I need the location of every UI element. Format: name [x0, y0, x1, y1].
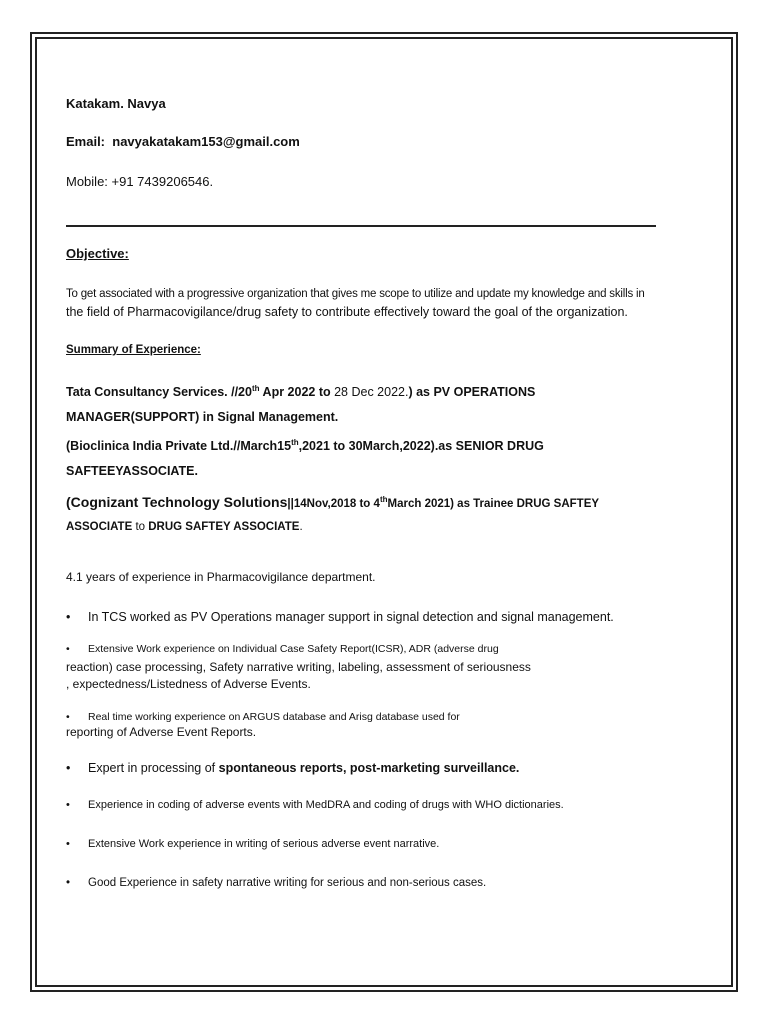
experience-tcs-line-2: MANAGER(SUPPORT) in Signal Management. [66, 410, 339, 424]
bullet-icon: • [66, 643, 70, 655]
list-item-text: In TCS worked as PV Operations manager support in signal detection and signal management. [88, 610, 614, 624]
list-item-text: Real time working experience on ARGUS database and Arisg database used for [88, 711, 460, 723]
header-divider [66, 225, 656, 227]
objective-text-line-2: the field of Pharmacovigilance/drug safety to contribute effectively toward the goal of the organization. [66, 305, 628, 319]
list-item [66, 761, 519, 775]
exp3-sup: th [379, 494, 388, 504]
exp2-sup: th [291, 437, 299, 447]
list-item-continuation: , expectedness/Listedness of Adverse Events. [66, 677, 311, 691]
exp1-part: Tata Consultancy Services. //20 [66, 385, 252, 399]
mobile-line: Mobile: +91 7439206546. [66, 174, 214, 189]
list-item [66, 877, 486, 889]
experience-cognizant-line-1 [66, 494, 599, 510]
objective-text-line-1: To get associated with a progressive organization that gives me scope to utilize and update my knowledge and skills in [66, 288, 645, 300]
exp3-part: ||14Nov,2018 to 4 [287, 498, 380, 510]
years-of-experience: 4.1 years of experience in Pharmacovigilance department. [66, 570, 376, 584]
bullet-icon: • [66, 877, 71, 889]
list-item-text: Experience in coding of adverse events with MedDRA and coding of drugs with WHO dictionaries. [88, 799, 564, 811]
bullet-icon: • [66, 838, 70, 850]
summary-heading: Summary of Experience: [66, 344, 201, 356]
exp3-part: DRUG SAFTEY ASSOCIATE [148, 521, 300, 533]
exp1-end-date: 28 Dec 2022. [334, 385, 409, 399]
list-item-text: Extensive Work experience on Individual Case Safety Report(ICSR), ADR (adverse drug [88, 643, 499, 655]
exp3-part: . [299, 521, 303, 533]
exp3-part: ASSOCIATE [66, 521, 133, 533]
list-item [66, 799, 564, 811]
bullet-icon: • [66, 711, 70, 723]
list-item-bold-text: spontaneous reports, post-marketing surveillance. [218, 761, 520, 775]
email-label: Email: [66, 134, 106, 149]
experience-bioclinica-line-2: SAFTEEYASSOCIATE. [66, 464, 198, 478]
list-item [66, 610, 614, 624]
experience-cognizant-line-2 [66, 521, 303, 533]
objective-heading: Objective: [66, 246, 129, 261]
list-item-text: Expert in processing of [88, 761, 219, 775]
exp2-part: ,2021 to 30March,2022).as SENIOR DRUG [298, 439, 544, 453]
bullet-icon: • [66, 761, 71, 775]
exp1-part: Apr 2022 to [259, 385, 335, 399]
email-value: navyakatakam153@gmail.com [112, 134, 300, 149]
list-item-continuation: reaction) case processing, Safety narrative writing, labeling, assessment of seriousness [66, 660, 531, 674]
exp3-part: ( [66, 494, 71, 510]
list-item [66, 643, 499, 655]
bullet-icon: • [66, 610, 71, 624]
list-item-text: Extensive Work experience in writing of serious adverse event narrative. [88, 838, 440, 850]
exp3-part: March 2021) as Trainee DRUG SAFTEY [387, 498, 600, 510]
exp1-sup: th [251, 383, 260, 393]
exp3-company: Cognizant Technology Solutions [70, 494, 288, 510]
list-item-text: Good Experience in safety narrative writing for serious and non-serious cases. [88, 877, 487, 889]
list-item-continuation: reporting of Adverse Event Reports. [66, 725, 257, 739]
list-item [66, 838, 439, 850]
exp3-part: to [132, 521, 149, 533]
email-line [66, 134, 300, 149]
candidate-name: Katakam. Navya [66, 96, 166, 111]
exp1-part: ) as PV OPERATIONS [408, 385, 536, 399]
exp2-part: (Bioclinica India Private Ltd.//March15 [66, 439, 292, 453]
experience-tcs-line-1 [66, 385, 535, 399]
list-item [66, 711, 460, 723]
bullet-icon: • [66, 799, 70, 811]
experience-bioclinica-line-1 [66, 439, 544, 453]
